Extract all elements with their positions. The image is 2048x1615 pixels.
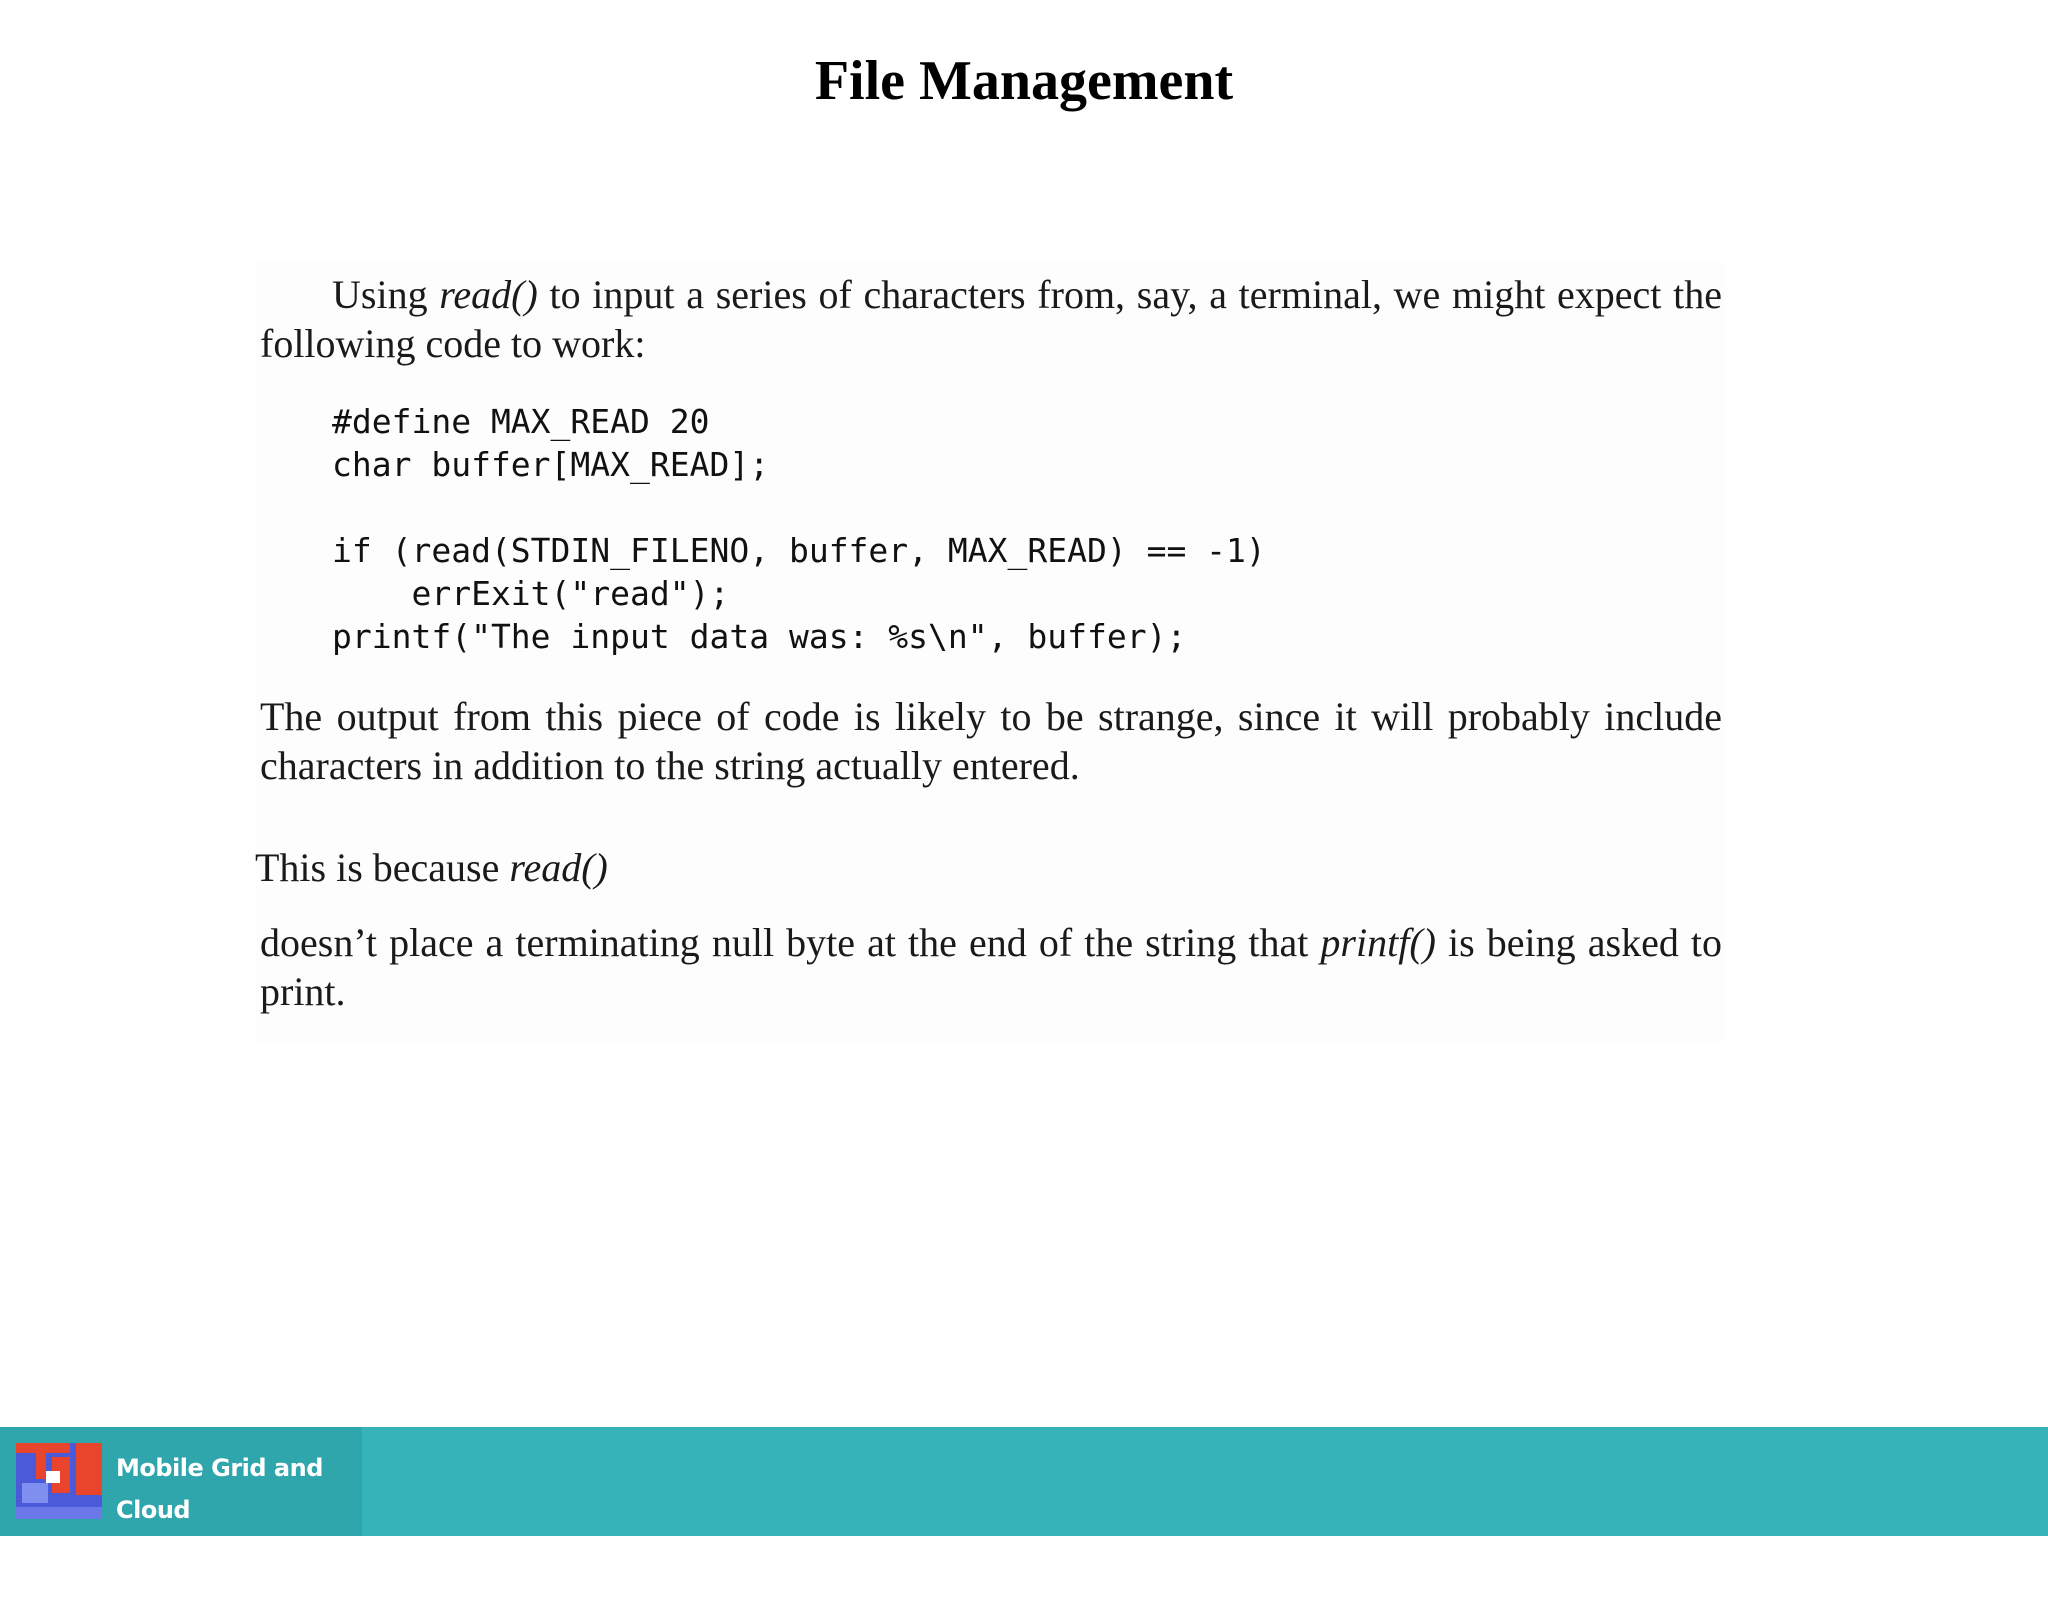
code-line: if (read(STDIN_FILENO, buffer, MAX_READ) == -1)	[332, 531, 1266, 570]
output-paragraph: The output from this piece of code is likely to be strange, since it will probably include characters in addition to the string actually entered.	[260, 694, 1722, 788]
intro-paragraph	[260, 270, 1722, 368]
code-line: errExit("read");	[332, 574, 730, 613]
null-byte-text-after: is being asked to print.	[260, 920, 1723, 1014]
lab-logo-icon	[16, 1443, 102, 1519]
slide-title: File Management	[814, 50, 1234, 112]
lab-name-line2: Computing Laboratory	[116, 1538, 260, 1608]
read-function-ref: read()	[439, 272, 538, 317]
because-paragraph	[255, 843, 1717, 892]
read-function-ref: read()	[509, 845, 608, 890]
lab-name-line1: Mobile Grid and Cloud	[116, 1454, 323, 1524]
lab-logo	[0, 1427, 362, 1608]
printf-function-ref: printf()	[1320, 920, 1436, 965]
code-block	[332, 400, 1266, 658]
footer-bar	[0, 1427, 2048, 1608]
lab-name	[116, 1447, 362, 1615]
intro-text-after: to input a series of characters from, say, a terminal, we might expect the following code to work:	[260, 272, 1722, 366]
intro-text-before: Using	[332, 272, 440, 317]
null-byte-paragraph	[260, 918, 1722, 1016]
null-byte-text-before: doesn’t place a terminating null byte at the end of the string that	[260, 920, 1321, 965]
code-line	[332, 486, 1266, 529]
code-line: char buffer[MAX_READ];	[332, 445, 770, 484]
because-text: This is because	[255, 845, 510, 890]
code-line: #define MAX_READ 20	[332, 402, 710, 441]
code-line: printf("The input data was: %s\n", buffer);	[332, 617, 1187, 656]
